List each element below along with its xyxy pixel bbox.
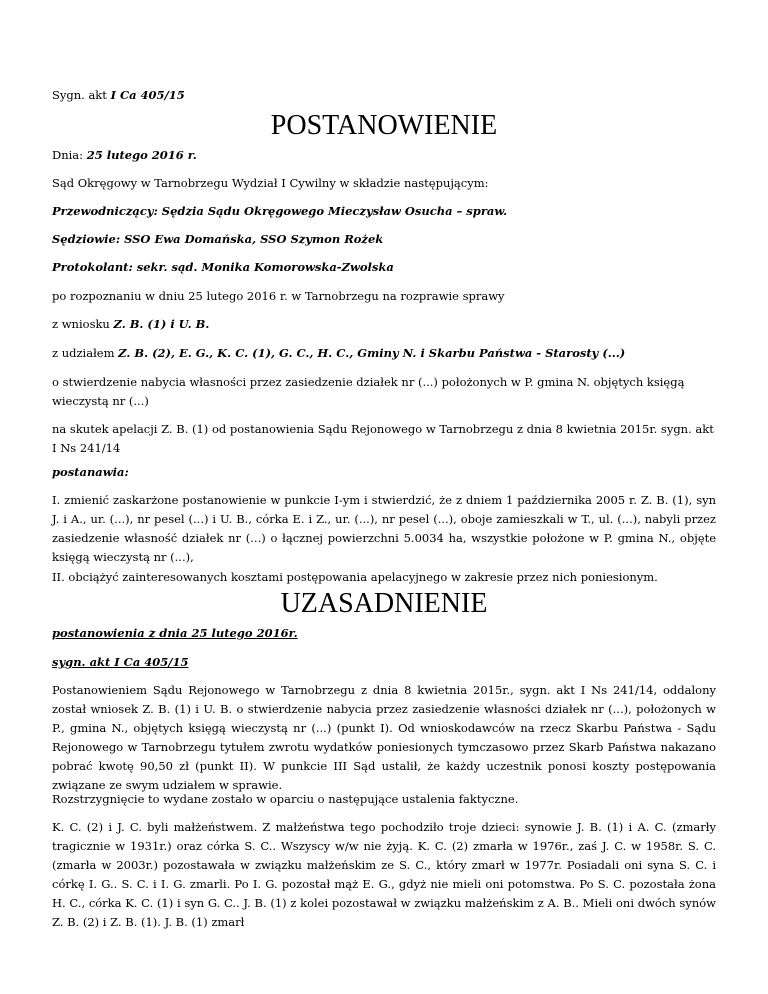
document-title: POSTANOWIENIE [270, 110, 498, 141]
decides-label: postanawia: [52, 465, 129, 479]
appeal-info: na skutek apelacji Z. B. (1) od postanowienia Sądu Rejonowego w Tarnobrzegu z dnia 8 kwietnia 2015r. sygn. akt I Ns 241/14 [52, 422, 714, 455]
case-signature [52, 86, 716, 105]
ruling-point-1: I. zmienić zaskarżone postanowienie w punkcie I-ym i stwierdzić, że z dniem 1 października 2005 r. Z. B. (1), syn J. i A., ur. (...), nr pesel (...) i U. B., córka E. i Z., ur. (...), nr pesel (...), oboje zamieszkali w T., ul. (...), nabyli przez zasiedzenie własność działek nr (...) o łącznej powierzchni 5.0034 ha, wszystkie położone w P. gmina N., objęte księgą wieczystą nr (...), [52, 493, 716, 564]
date-label: Dnia: [52, 148, 84, 162]
justification-title: UZASADNIENIE [280, 588, 488, 619]
participants: z udziałem Z. B. (2), E. G., K. C. (1), G. C., H. C., Gminy N. i Skarbu Państwa - Starosty (...) [52, 346, 626, 360]
date-line [52, 146, 716, 165]
justification-paragraph-1: Postanowieniem Sądu Rejonowego w Tarnobrzegu z dnia 8 kwietnia 2015r., sygn. akt I Ns 241/14, oddalony został wniosek Z. B. (1) i U. B. o stwierdzenie nabycia przez zasiedzenie własności działek nr (...), położonych w P., gmina N., objętych księgą wieczystą nr (...) (punkt I). Od wnioskodawców na rzecz Skarbu Państwa - Sądu Rejonowego w Tarnobrzegu tytułem zwrotu wydatków poniesionych tymczasowo przez Skarb Państwa nakazano pobrać kwotę 90,50 zł (punkt II). W punkcie III Sąd ustalił, że każdy uczestnik ponosi koszty postępowania związane ze swym udziałem w sprawie. [52, 683, 716, 792]
court-clerk: Protokolant: sekr. sąd. Monika Komorowska-Zwolska [52, 260, 394, 274]
participant-names: Z. B. (2), E. G., K. C. (1), G. C., H. C., Gminy N. i Skarbu Państwa - Starosty (...) [118, 346, 626, 360]
case-signature-label: Sygn. akt [52, 88, 107, 102]
justification-paragraph-3: K. C. (2) i J. C. byli małżeństwem. Z małżeństwa tego pochodziło troje dzieci: synowie J. B. (1) i A. C. (zmarły tragicznie w 1931r.) oraz córka S. C.. Wszyscy w/w nie żyją. K. C. (2) zmarła w 1976r., zaś J. C. w 1958r. S. C. (zmarła w 2003r.) pozostawała w związku małżeńskim ze S. C., który zmarł w 1977r. Posiadali oni syna S. C. i córkę I. G.. S. C. i I. G. zmarli. Po I. G. pozostał mąż E. G., gdyż nie mieli oni potomstwa. Po S. C. pozostała żona H. C., córka K. C. (1) i syn G. C.. J. B. (1) z kolei pozostawał w związku małżeńskim z A. B.. Mieli oni dwóch synów Z. B. (2) i Z. B. (1). J. B. (1) zmarł [52, 820, 716, 929]
justification-subtitle-signature: sygn. akt I Ca 405/15 [52, 655, 189, 669]
justification-paragraph-2: Rozstrzygnięcie to wydane zostało w oparciu o następujące ustalenia faktyczne. [52, 792, 519, 806]
case-subject: o stwierdzenie nabycia własności przez zasiedzenie działek nr (...) położonych w P. gmina N. objętych księgą wieczystą nr (...) [52, 375, 685, 408]
judges: Sędziowie: SSO Ewa Domańska, SSO Szymon Rożek [52, 232, 384, 246]
ruling-point-2: II. obciążyć zainteresowanych kosztami postępowania apelacyjnego w zakresie przez nich poniesionym. [52, 570, 658, 584]
court-composition: Sąd Okręgowy w Tarnobrzegu Wydział I Cywilny w składzie następującym: [52, 176, 489, 190]
applicants: z wniosku Z. B. (1) i U. B. [52, 317, 210, 331]
applicant-names: Z. B. (1) i U. B. [113, 317, 210, 331]
presiding-judge: Przewodniczący: Sędzia Sądu Okręgowego Mieczysław Osucha – spraw. [52, 204, 508, 218]
date-value: 25 lutego 2016 r. [86, 148, 197, 162]
justification-subtitle-date: postanowienia z dnia 25 lutego 2016r. [52, 626, 298, 640]
hearing-info: po rozpoznaniu w dniu 25 lutego 2016 r. w Tarnobrzegu na rozprawie sprawy [52, 289, 505, 303]
case-signature-value: I Ca 405/15 [110, 88, 185, 102]
